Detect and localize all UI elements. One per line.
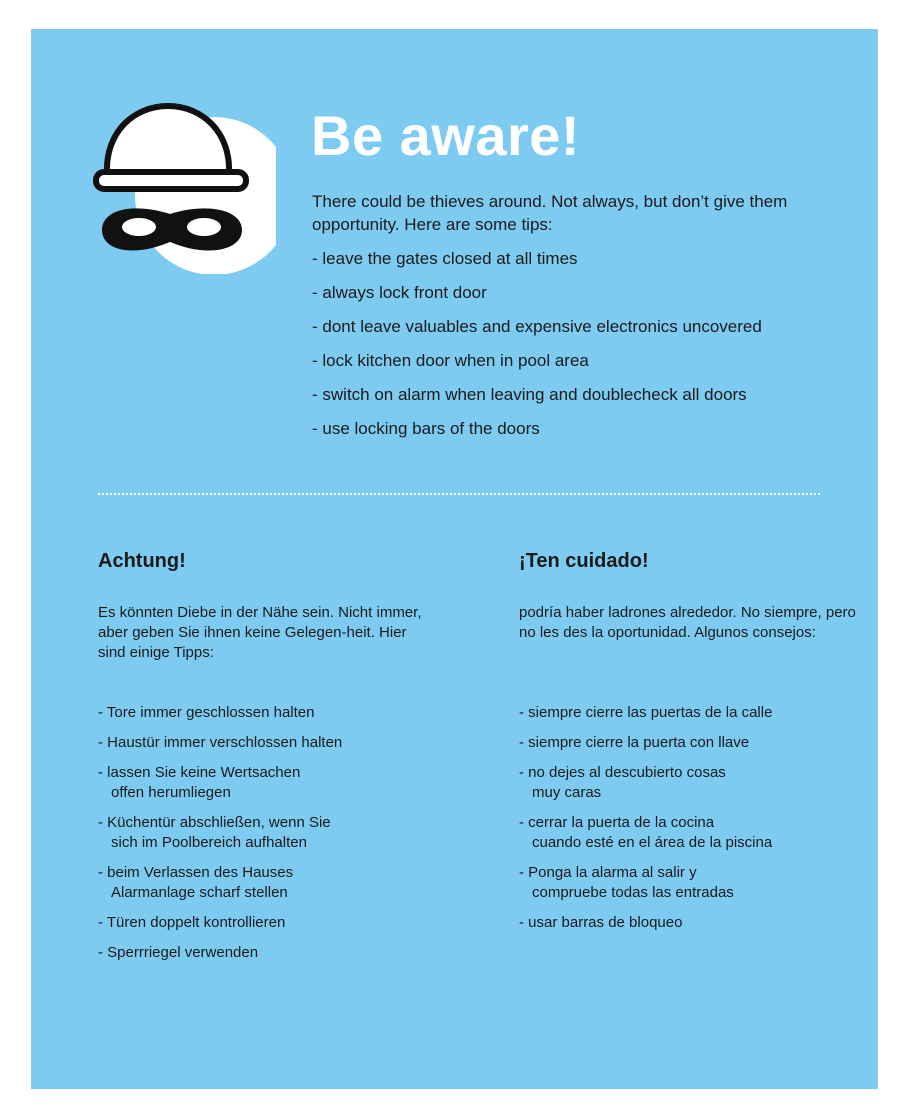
list-item — [519, 733, 859, 753]
list-item — [98, 863, 438, 903]
thief-icon — [92, 102, 276, 274]
line-1: - lassen Sie keine Wertsachen — [98, 764, 301, 781]
line-1: - Sperrriegel verwenden — [98, 944, 259, 961]
list-item — [519, 913, 859, 933]
german-tips-list — [98, 703, 438, 973]
german-section — [98, 548, 438, 961]
line-2: Alarmanlage scharf stellen — [111, 884, 288, 901]
list-item — [98, 943, 438, 963]
line-2: compruebe todas las entradas — [532, 884, 734, 901]
line-1: - Türen doppelt kontrollieren — [98, 914, 286, 931]
list-item — [519, 863, 859, 903]
spanish-heading: ¡Ten cuidado! — [519, 550, 649, 572]
spanish-tips-list — [519, 703, 859, 943]
list-item: - use locking bars of the doors — [312, 419, 540, 438]
line-1: - Küchentür abschließen, wenn Sie — [98, 814, 331, 831]
dotted-divider — [98, 493, 820, 495]
line-1: - beim Verlassen des Hauses — [98, 864, 294, 881]
list-item — [98, 733, 438, 753]
german-paragraph: Es könnten Diebe in der Nähe sein. Nicht immer, aber geben Sie ihnen keine Gelegen-heit. Hier sind einige Tipps: — [98, 604, 422, 661]
line-1: - Tore immer geschlossen halten — [98, 704, 315, 721]
line-1: - usar barras de bloqueo — [519, 914, 683, 931]
list-item: - lock kitchen door when in pool area — [312, 351, 589, 370]
list-item — [98, 763, 438, 803]
page-title: Be aware! — [311, 104, 581, 167]
line-1: - siempre cierre la puerta con llave — [519, 734, 750, 751]
list-item — [98, 703, 438, 723]
spanish-section — [519, 548, 859, 931]
line-2: muy caras — [532, 784, 602, 801]
spanish-paragraph: podría haber ladrones alrededor. No siempre, pero no les des la oportunidad. Algunos consejos: — [519, 604, 856, 641]
list-item: - dont leave valuables and expensive electronics uncovered — [312, 317, 762, 336]
list-item — [98, 913, 438, 933]
german-heading: Achtung! — [98, 550, 186, 572]
list-item: - switch on alarm when leaving and doublecheck all doors — [312, 385, 747, 404]
list-item: - leave the gates closed at all times — [312, 249, 578, 268]
list-item — [519, 813, 859, 853]
list-item — [98, 813, 438, 853]
line-2: offen herumliegen — [111, 784, 231, 801]
list-item — [519, 703, 859, 723]
line-1: - Ponga la alarma al salir y — [519, 864, 697, 881]
list-item: - always lock front door — [312, 283, 487, 302]
intro-text: There could be thieves around. Not always, but don’t give them opportunity. Here are some tips: — [312, 192, 788, 234]
english-tips-list — [312, 248, 762, 452]
line-1: - siempre cierre las puertas de la calle — [519, 704, 773, 721]
list-item — [519, 763, 859, 803]
line-2: sich im Poolbereich aufhalten — [111, 834, 307, 851]
line-1: - no dejes al descubierto cosas — [519, 764, 726, 781]
line-2: cuando esté en el área de la piscina — [532, 834, 773, 851]
line-1: - Haustür immer verschlossen halten — [98, 734, 343, 751]
line-1: - cerrar la puerta de la cocina — [519, 814, 715, 831]
